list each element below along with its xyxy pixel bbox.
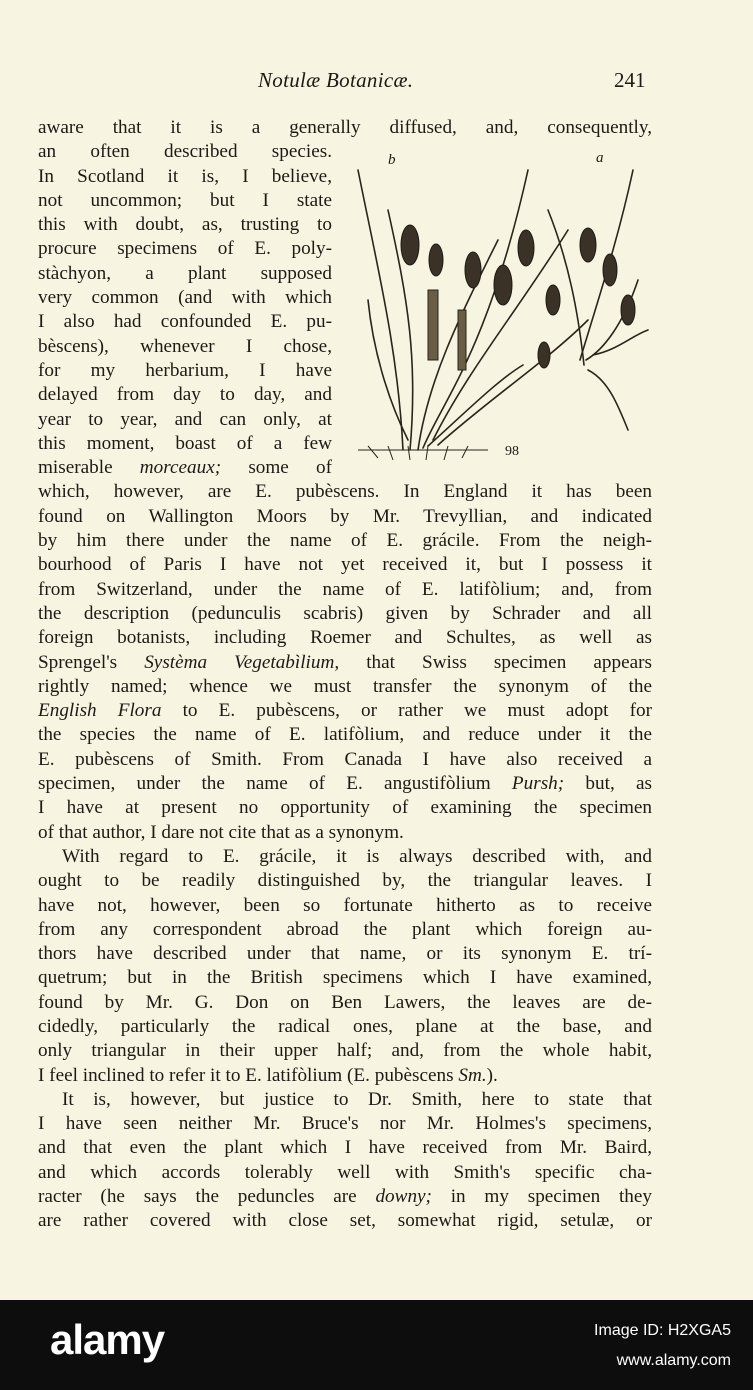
text-line: have not, however, been so fortunate hitherto as to receive (38, 894, 652, 916)
text-line: and which accords tolerably well with Smith's specific cha- (38, 1161, 652, 1183)
text-line: rightly named; whence we must transfer the synonym of the (38, 675, 652, 697)
text-line: only triangular in their upper half; and, from the whole habit, (38, 1040, 652, 1062)
text-run: specimen, under the name of E. angustifòlium (38, 773, 512, 795)
text-line: I have at present no opportunity of examining the specimen (38, 797, 652, 819)
text-line: In Scotland it is, I believe, (38, 165, 332, 187)
text-line (38, 772, 652, 796)
text-line: It is, however, but justice to Dr. Smith, here to state that (62, 1088, 652, 1110)
text-run: Sprengel's (38, 651, 145, 673)
text-line: very common (and with which (38, 287, 332, 309)
alamy-logo: alamy (50, 1316, 165, 1363)
text-run-italic: Pursh; (511, 773, 565, 795)
text-line: With regard to E. grácile, it is always described with, and (62, 845, 652, 867)
text-run: to E. pubèscens, or rather we must adopt for (161, 700, 652, 722)
text-line: of that author, I dare not cite that as a synonym. (38, 821, 404, 843)
body-text (38, 116, 652, 1234)
text-line: found on Wallington Moors by Mr. Trevyllian, and indicated (38, 505, 652, 527)
text-line (38, 699, 652, 723)
text-run-italic: English Flora (38, 700, 162, 722)
text-line: procure specimens of E. poly- (38, 238, 332, 260)
figure-label-b: b (388, 152, 396, 168)
text-line: cidedly, particularly the radical ones, plane at the base, and (38, 1015, 652, 1037)
text-line: thors have described under that name, or its synonym E. trí- (38, 943, 652, 965)
text-line: aware that it is a generally diffused, and, consequently, (38, 117, 652, 138)
figure-number: 98 (505, 444, 519, 459)
text-line: the species the name of E. latifòlium, and reduce under it the (38, 724, 652, 746)
text-line: I also had confounded E. pu- (38, 311, 332, 333)
text-line: are rather covered with close set, somewhat rigid, setulæ, or (38, 1210, 652, 1232)
running-title: Notulæ Botanicæ. (258, 68, 414, 92)
text-run: but, as (564, 773, 652, 795)
text-line: stàchyon, a plant supposed (38, 262, 332, 284)
text-line: delayed from day to day, and (38, 384, 332, 406)
text-run: in my specimen they (431, 1186, 652, 1208)
text-line: from any correspondent abroad the plant which foreign au- (38, 918, 652, 940)
text-run: ). (486, 1064, 498, 1086)
text-line (38, 456, 332, 480)
text-line: an often described species. (38, 141, 332, 163)
text-run-italic: Sm. (458, 1064, 487, 1086)
stock-watermark-bar (0, 1300, 753, 1390)
page-header (0, 68, 753, 96)
text-line: and that even the plant which I have received from Mr. Baird, (38, 1137, 652, 1159)
text-run: some of (221, 457, 332, 479)
text-run-italic: Systèma Vegetabìlium, (144, 651, 340, 673)
text-line (38, 1185, 652, 1209)
text-run: I feel inclined to refer it to E. latifòlium (E. pubèscens (38, 1064, 459, 1086)
text-line: not uncommon; but I state (38, 189, 332, 211)
text-line: quetrum; but in the British specimens which I have examined, (38, 967, 652, 989)
text-line: year to year, and can only, at (38, 408, 332, 430)
text-run: that Swiss specimen appears (339, 651, 652, 673)
page-number: 241 (614, 68, 646, 92)
text-line: this moment, boast of a few (38, 432, 332, 454)
text-line: by him there under the name of E. grácile. From the neigh- (38, 530, 652, 552)
text-line: bèscens), whenever I chose, (38, 335, 332, 357)
text-line: for my herbarium, I have (38, 359, 332, 381)
text-line: which, however, are E. pubèscens. In England it has been (38, 481, 652, 503)
site-url: www.alamy.com (616, 1352, 731, 1369)
text-line: bourhood of Paris I have not yet received it, but I possess it (38, 554, 652, 576)
text-line (38, 651, 652, 675)
text-line: I have seen neither Mr. Bruce's nor Mr. Holmes's specimens, (38, 1113, 652, 1135)
figure-label-a: a (596, 150, 604, 166)
text-line: found by Mr. G. Don on Ben Lawers, the leaves are de- (38, 991, 652, 1013)
text-run-italic: downy; (375, 1186, 432, 1208)
text-line: ought to be readily distinguished by, the triangular leaves. I (38, 870, 652, 892)
text-line: foreign botanists, including Roemer and Schultes, as well as (38, 627, 652, 649)
text-line: the description (pedunculis scabris) given by Schrader and all (38, 602, 652, 624)
text-run-italic: morceaux; (139, 457, 222, 479)
text-line (38, 1064, 652, 1088)
text-run: miserable (38, 457, 140, 479)
image-id: Image ID: H2XGA5 (594, 1322, 731, 1339)
text-line: E. pubèscens of Smith. From Canada I have also received a (38, 748, 652, 770)
text-line: this with doubt, as, trusting to (38, 214, 332, 236)
text-run: racter (he says the peduncles are (38, 1186, 376, 1208)
text-line: from Switzerland, under the name of E. latifòlium; and, from (38, 578, 652, 600)
